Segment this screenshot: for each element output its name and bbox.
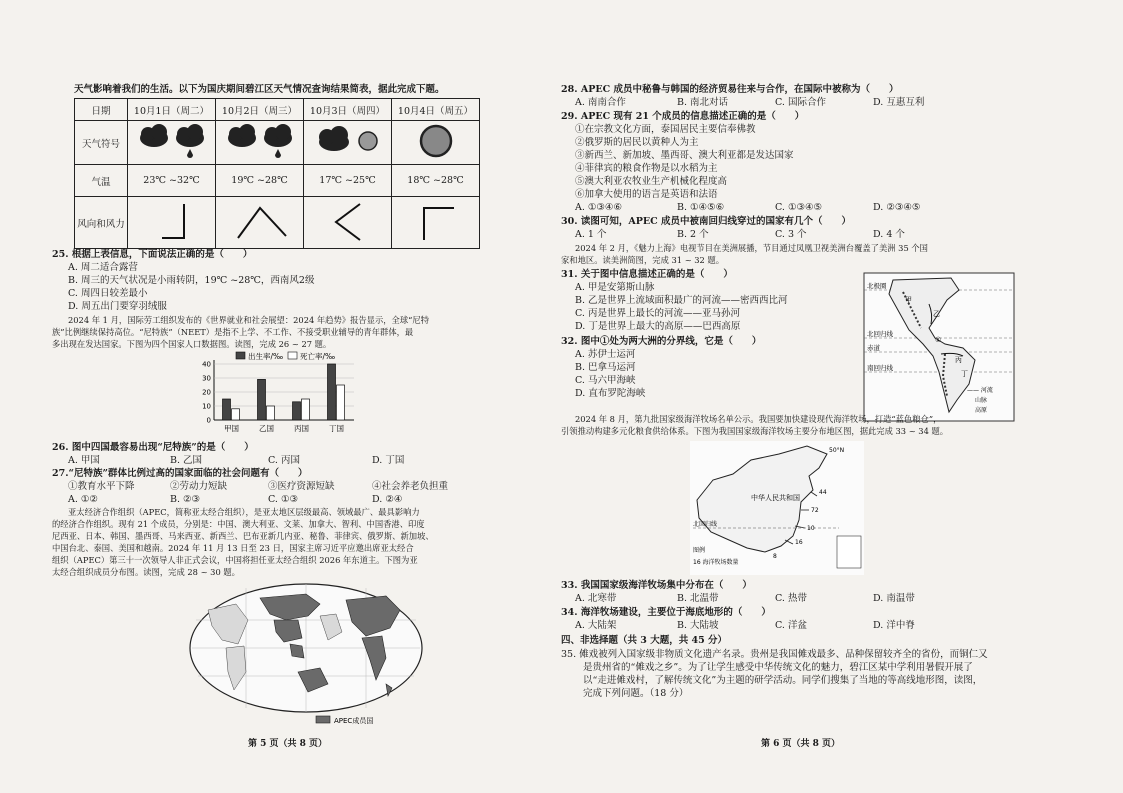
q28-stem: 28. APEC 成员中秘鲁与韩国的经济贸易往来与合作，在国际中被称为（ ）	[561, 84, 899, 95]
legend-ranch-count: 16 海洋牧场数量	[693, 559, 739, 566]
date-cell: 10月3日（周四）	[304, 99, 392, 121]
q31-stem: 31. 关于图中信息描述正确的是（ ）	[561, 269, 733, 280]
count-label: 10	[807, 525, 815, 532]
weather-symbol-cell	[216, 121, 304, 165]
q31-option-b: B. 乙是世界上流域面积最广的河流——密西西比河	[575, 295, 788, 306]
q26-option-d: D. 丁国	[372, 455, 405, 466]
bar-death-rate	[302, 399, 310, 420]
x-tick-label: 乙国	[259, 424, 274, 433]
q32-option-a: A. 苏伊士运河	[575, 349, 636, 360]
q27-option-a: A. ①②	[68, 494, 98, 505]
q29-item: ④菲律宾的粮食作物是以水稻为主	[575, 163, 718, 174]
temp-cell: 23℃ ~32℃	[128, 165, 216, 197]
q27-item: ①教育水平下降	[68, 481, 135, 492]
sun-icon	[396, 122, 476, 160]
label-tropic-cancer: 北回归线	[867, 330, 893, 338]
q34-option-b: B. 大陆坡	[677, 620, 719, 631]
apec-intro-line: 组织（APEC）第三十一次领导人非正式会议，中国将担任亚太经合组织 2026 年东道主。下图为亚	[52, 555, 418, 565]
apec-intro-line: 的经济合作组织。现有 21 个成员，分别是：中国、澳大利亚、文莱、加拿大、智利、中国香港、印度	[52, 519, 425, 529]
q26-option-a: A. 甲国	[68, 455, 100, 466]
neet-intro-line: 2024 年 1 月，国际劳工组织发布的《世界就业和社会展望：2024 年趋势》报告显示，全球“尼特	[68, 315, 429, 325]
label-jia: 甲	[905, 296, 912, 304]
x-tick-label: 丁国	[329, 424, 344, 433]
label-equator: 赤道	[867, 344, 880, 352]
q27-option-d: D. ②④	[372, 494, 403, 505]
q26-option-b: B. 乙国	[170, 455, 203, 466]
china-ocean-ranch-map	[689, 440, 865, 576]
date-cell: 10月2日（周三）	[216, 99, 304, 121]
wind-barb-icon	[132, 198, 212, 244]
q33-option-b: B. 北温带	[677, 593, 719, 604]
apec-intro-line: 中国台北、泰国、美国和越南。2024 年 11 月 13 日至 23 日，国家主席习近平应邀出席亚太经合	[52, 543, 414, 553]
q27-item: ④社会养老负担重	[372, 481, 449, 492]
q29-option-b: B. ①④⑤⑥	[677, 202, 725, 213]
x-tick-label: 甲国	[224, 424, 239, 433]
q34-option-a: A. 大陆架	[575, 620, 617, 631]
q35-line: 是贵州省的“傩戏之乡”。为了让学生感受中华传统文化的魅力，碧江区某中学利用暑假开展了	[583, 662, 973, 673]
q29-item: ⑥加拿大使用的语言是英语和法语	[575, 189, 718, 200]
q31-option-c: C. 丙是世界上最长的河流——亚马孙河	[575, 308, 740, 319]
bar-death-rate	[232, 409, 240, 420]
america-intro-line: 2024 年 2 月，《魅力上海》电视节目在美洲展播，节目通过凤凰卫视美洲台覆盖了美洲 35 个国	[575, 243, 928, 253]
date-cell: 10月1日（周二）	[128, 99, 216, 121]
legend-label-death: 死亡率/‰	[300, 352, 336, 361]
legend-mountain: 山脉	[975, 397, 988, 404]
wind-symbol-cell	[216, 197, 304, 249]
label-ding: 丁	[961, 370, 968, 378]
q29-item: ⑤澳大利亚农牧业生产机械化程度高	[575, 176, 728, 187]
q34-option-c: C. 洋盆	[775, 620, 807, 631]
q31-option-a: A. 甲是安第斯山脉	[575, 282, 655, 293]
bar-birth-rate	[223, 399, 231, 420]
q29-item: ①在宗教文化方面，泰国居民主要信奉佛教	[575, 124, 756, 135]
count-label: 16	[795, 539, 803, 546]
y-tick-label: 20	[202, 388, 211, 397]
bar-birth-rate	[328, 364, 336, 420]
q25-stem: 25. 根据上表信息，下面说法正确的是（ ）	[52, 249, 253, 260]
q29-option-a: A. ①③④⑥	[575, 202, 622, 213]
legend-plateau: 高原	[975, 407, 988, 414]
cloud-rain-icon	[220, 122, 300, 160]
q32-option-d: D. 直布罗陀海峡	[575, 388, 646, 399]
q25-option-d: D. 周五出门要穿羽绒服	[68, 301, 167, 312]
q35-line: 完成下列问题。（18 分）	[583, 688, 689, 699]
q27-option-c: C. ①③	[268, 494, 299, 505]
q26-option-c: C. 丙国	[268, 455, 300, 466]
wind-barb-icon	[396, 198, 476, 244]
q26-stem: 26. 图中四国最容易出现“尼特族”的是（ ）	[52, 442, 254, 453]
neet-intro-line: 族”比例继续保持高位。“尼特族”（NEET）是指不上学、不工作、不接受职业辅导的青年群体，最	[52, 327, 414, 337]
q28-option-a: A. 南南合作	[575, 97, 626, 108]
bar-birth-rate	[293, 402, 301, 420]
weather-symbol-cell	[128, 121, 216, 165]
q30-option-c: C. 3 个	[775, 229, 807, 240]
page-footer: 第 6 页（共 8 页）	[761, 739, 841, 749]
q25-option-c: C. 周四日较差最小	[68, 288, 148, 299]
legend-river: —— 河流	[967, 387, 993, 394]
bar-death-rate	[267, 406, 275, 420]
q30-option-a: A. 1 个	[575, 229, 607, 240]
page-6	[561, 0, 1123, 793]
ocean-intro-line: 2024 年 8 月，第九批国家级海洋牧场名单公示。我国要加快建设现代海洋牧场，打造“蓝色粮仓”，	[575, 414, 942, 424]
apec-world-map	[186, 580, 426, 728]
q28-option-c: C. 国际合作	[775, 97, 826, 108]
cloud-sun-icon	[308, 122, 388, 160]
weather-symbol-cell	[304, 121, 392, 165]
q32-option-c: C. 马六甲海峡	[575, 375, 636, 386]
q29-stem: 29. APEC 现有 21 个成员的信息描述正确的是（ ）	[561, 111, 805, 122]
row-label-temp: 气温	[75, 165, 128, 197]
map-legend-label: APEC成员国	[334, 717, 374, 725]
q33-option-d: D. 南温带	[873, 593, 915, 604]
wind-symbol-cell	[128, 197, 216, 249]
q28-option-d: D. 互惠互利	[873, 97, 925, 108]
date-cell: 10月4日（周五）	[392, 99, 480, 121]
q27-item: ②劳动力短缺	[170, 481, 228, 492]
q30-option-d: D. 4 个	[873, 229, 905, 240]
label-bing: 丙	[955, 356, 962, 364]
q32-option-b: B. 巴拿马运河	[575, 362, 636, 373]
count-label: 8	[773, 553, 777, 560]
q28-option-b: B. 南北对话	[677, 97, 729, 108]
america-intro-line: 家和地区。读美洲简图，完成 31 ~ 32 题。	[561, 255, 725, 265]
weather-intro: 天气影响着我们的生活。以下为国庆期间碧江区天气情况查询结果简表，据此完成下题。	[74, 84, 445, 95]
q32-stem: 32. 图中①处为两大洲的分界线，它是（ ）	[561, 336, 762, 347]
bar-birth-rate	[258, 379, 266, 420]
section-heading: 四、非选择题（共 3 大题，共 45 分）	[561, 635, 728, 646]
wind-symbol-cell	[392, 197, 480, 249]
q25-option-a: A. 周二适合露营	[68, 262, 138, 273]
y-tick-label: 0	[206, 416, 211, 425]
q33-option-c: C. 热带	[775, 593, 807, 604]
x-tick-label: 丙国	[294, 424, 309, 433]
q29-option-c: C. ①③④⑤	[775, 202, 823, 213]
temp-cell: 18℃ ~28℃	[392, 165, 480, 197]
map-legend-swatch	[316, 716, 330, 723]
label-tropic-capricorn: 南回归线	[867, 364, 893, 372]
ocean-intro-line: 引领推动构建多元化粮食供给体系。下图为我国国家级海洋牧场主要分布地区图，据此完成 33 ~ 34 题。	[561, 426, 949, 436]
q29-item: ③新西兰、新加坡、墨西哥、澳大利亚都是发达国家	[575, 150, 794, 161]
bar-death-rate	[337, 385, 345, 420]
label-50n: 50°N	[829, 447, 845, 454]
america-map	[863, 272, 1015, 422]
q35-line: 以“走进傩戏村，了解传统文化”为主题的研学活动。同学们搜集了当地的等高线地形图，读图，	[583, 675, 983, 686]
apec-intro-line: 亚太经济合作组织（APEC，简称亚太经合组织），是亚太地区层级最高、领域最广、最具影响力	[68, 507, 420, 517]
weather-table	[74, 98, 480, 249]
label-tropic-cancer-cn: 北回归线	[693, 521, 718, 528]
label-prc: 中华人民共和国	[751, 494, 800, 502]
legend-swatch-death	[288, 352, 297, 359]
row-label-wind: 风向和风力	[75, 197, 128, 249]
temp-cell: 17℃ ~25℃	[304, 165, 392, 197]
y-tick-label: 40	[202, 360, 211, 369]
label-one: ①	[935, 336, 942, 344]
q30-stem: 30. 读图可知，APEC 成员中被南回归线穿过的国家有几个（ ）	[561, 216, 851, 227]
label-yi: 乙	[933, 310, 940, 318]
wind-barb-icon	[220, 198, 300, 244]
q34-stem: 34. 海洋牧场建设，主要位于海底地形的（ ）	[561, 607, 771, 618]
q31-option-d: D. 丁是世界上最大的高原——巴西高原	[575, 321, 741, 332]
legend-label-birth: 出生率/‰	[248, 352, 284, 361]
q29-option-d: D. ②③④⑤	[873, 202, 921, 213]
count-label: 72	[811, 507, 819, 514]
q35-line: 35. 傩戏被列入国家级非物质文化遗产名录。贵州是我国傩戏最多、品种保留较齐全的省份，而铜仁又	[561, 649, 988, 660]
q27-stem: 27.“尼特族”群体比例过高的国家面临的社会问题有（ ）	[52, 468, 308, 479]
apec-intro-line: 尼西亚、日本、韩国、墨西哥、马来西亚、新西兰、巴布亚新几内亚、秘鲁、菲律宾、俄罗斯、新加坡、	[52, 531, 434, 541]
page-footer: 第 5 页（共 8 页）	[248, 739, 328, 749]
label-arctic-circle: 北极圈	[867, 282, 887, 290]
apec-intro-line: 太经合组织成员分布图。读图，完成 28 ~ 30 题。	[52, 567, 240, 577]
q27-item: ③医疗资源短缺	[268, 481, 335, 492]
y-tick-label: 10	[202, 402, 211, 411]
q33-stem: 33. 我国国家级海洋牧场集中分布在（ ）	[561, 580, 752, 591]
temp-cell: 19℃ ~28℃	[216, 165, 304, 197]
row-label-symbol: 天气符号	[75, 121, 128, 165]
cloud-rain-icon	[132, 122, 212, 160]
wind-barb-icon	[308, 198, 388, 244]
count-label: 44	[819, 489, 827, 496]
q33-option-a: A. 北寒带	[575, 593, 617, 604]
y-tick-label: 30	[202, 374, 211, 383]
page-5	[0, 0, 561, 793]
population-bar-chart	[190, 350, 360, 438]
q29-item: ②俄罗斯的居民以黄种人为主	[575, 137, 699, 148]
q34-option-d: D. 洋中脊	[873, 620, 915, 631]
row-label-date: 日期	[75, 99, 128, 121]
weather-symbol-cell	[392, 121, 480, 165]
wind-symbol-cell	[304, 197, 392, 249]
q30-option-b: B. 2 个	[677, 229, 709, 240]
neet-intro-line: 多出现在发达国家。下图为四个国家人口数据图。读图，完成 26 ~ 27 题。	[52, 339, 332, 349]
q25-option-b: B. 周三的天气状况是小雨转阴，19℃ ~28℃，西南风2级	[68, 275, 315, 286]
legend-title: 图例	[693, 547, 706, 554]
q27-option-b: B. ②③	[170, 494, 201, 505]
legend-swatch-birth	[236, 352, 245, 359]
